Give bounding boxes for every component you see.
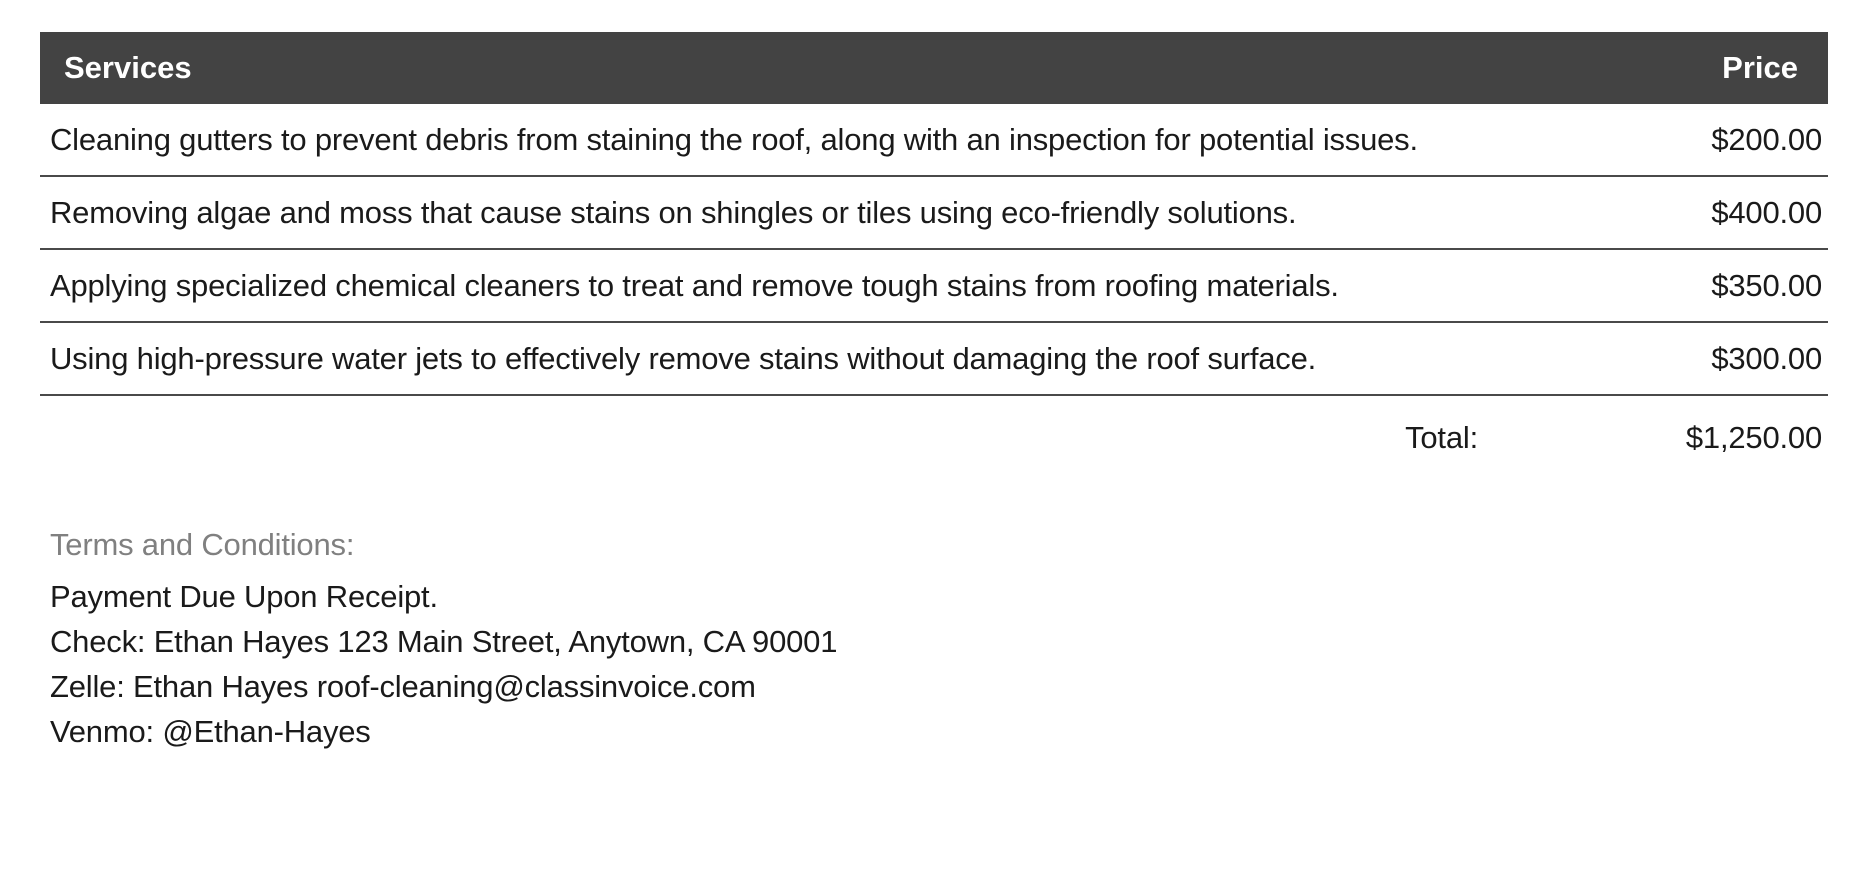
terms-and-conditions — [40, 527, 1828, 755]
service-description: Removing algae and moss that cause stains on shingles or tiles using eco-friendly solutions. — [40, 176, 1504, 249]
table-row — [40, 176, 1828, 249]
service-price: $300.00 — [1504, 322, 1828, 395]
table-total-row — [40, 395, 1828, 467]
service-description: Applying specialized chemical cleaners to treat and remove tough stains from roofing materials. — [40, 249, 1504, 322]
table-row — [40, 249, 1828, 322]
table-row — [40, 322, 1828, 395]
terms-line-check: Check: Ethan Hayes 123 Main Street, Anytown, CA 90001 — [50, 624, 838, 660]
table-header — [40, 32, 1828, 104]
column-header-price: Price — [1504, 32, 1828, 104]
table-body — [40, 104, 1828, 467]
table-row — [40, 104, 1828, 176]
total-label: Total: — [1405, 420, 1478, 456]
services-price-table — [40, 32, 1828, 467]
terms-line-zelle: Zelle: Ethan Hayes roof-cleaning@classinvoice.com — [50, 669, 756, 705]
service-description: Cleaning gutters to prevent debris from staining the roof, along with an inspection for potential issues. — [40, 104, 1504, 176]
service-price: $200.00 — [1504, 104, 1828, 176]
column-header-services: Services — [40, 32, 1504, 104]
terms-line-venmo: Venmo: @Ethan-Hayes — [50, 714, 371, 750]
service-price: $400.00 — [1504, 176, 1828, 249]
service-description: Using high-pressure water jets to effectively remove stains without damaging the roof surface. — [40, 322, 1504, 395]
service-price: $350.00 — [1504, 249, 1828, 322]
total-value: $1,250.00 — [1685, 420, 1822, 456]
terms-line-payment: Payment Due Upon Receipt. — [50, 579, 438, 615]
table-header-row — [40, 32, 1828, 104]
terms-title: Terms and Conditions: — [50, 527, 355, 563]
